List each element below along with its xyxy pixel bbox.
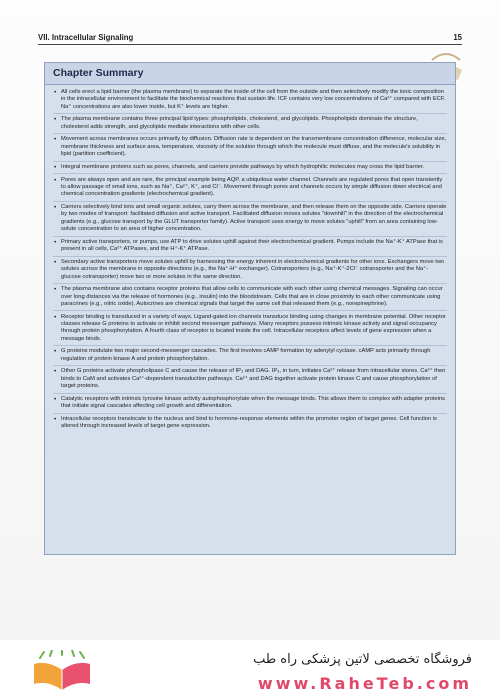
store-name: فروشگاه تخصصی لاتین پزشکی راه طب bbox=[253, 652, 472, 667]
summary-item: • The plasma membrane also contains receptor proteins that allow cells to communicate with each other using chemical messages. Signaling can occur over long distances via the release of hormones (e.g., insulin) into the bloodstream. Cells that are in close proximity to each other communicate using paracrines (e.g., nitric oxide). Autocrines are chemical signals that target the same cell that released them (e.g., norepinephrine). bbox=[53, 286, 447, 311]
open-book-logo-icon bbox=[30, 650, 94, 694]
chapter-summary-box bbox=[44, 62, 456, 555]
summary-title: Chapter Summary bbox=[45, 63, 455, 85]
summary-item: • All cells erect a lipid barrier (the plasma membrane) to separate the inside of the cell from the outside and then selectively modify the ionic composition in the intracellular environment to facilitate the biochemical reactions that sustain life. ICF contains very low concentrations of Ca²⁺ compared with ECF. Na⁺ concentrations are also lower inside, but K⁺ levels are higher. bbox=[53, 89, 447, 114]
summary-item: • Pores are always open and are rare, the principal example being AQP, a ubiquitous water channel. Channels are regulated pores that open transiently to allow passage of small ions, such as Na⁺, Ca²⁺, K⁺, and Cl⁻. Movement through pores and channels occurs by simple diffusion down electrical and chemical concentration gradients (electrochemical gradient). bbox=[53, 177, 447, 202]
summary-item: • The plasma membrane contains three principal lipid types: phospholipids, cholesterol, and glycolipids. Phospholipids dominate the structure, cholesterol adds strength, and glycolipids mediate interactions with other cells. bbox=[53, 116, 447, 134]
summary-item: • Primary active transporters, or pumps, use ATP to drive solutes uphill against their electrochemical gradient. Pumps include the Na⁺-K⁺ ATPase that is present in all cells, Ca²⁺ ATPases, and the H⁺-K⁺ ATPase. bbox=[53, 239, 447, 257]
footer-banner bbox=[0, 640, 500, 700]
summary-item: • Receptor binding is transduced in a variety of ways. Ligand-gated ion channels transduce binding using changes in membrane potential. Other receptor classes release G proteins to activate or inhibit second messenger pathways. Many receptors possess intrinsic kinase activity and signal occupancy through protein phosphorylation. A fourth class of receptor is located inside the cell. Intracellular receptors affect levels of gene expression when a message binds. bbox=[53, 314, 447, 347]
summary-list bbox=[45, 85, 455, 433]
summary-item: • Movement across membranes occurs primarily by diffusion. Diffusion rate is dependent on the transmembrane concentration difference, molecular size, membrane thickness and surface area, temperature, viscosity of the solution through which the molecule must diffuse, and the molecule's solubility in lipid (partition coefficient). bbox=[53, 136, 447, 161]
header-rule bbox=[38, 44, 462, 45]
summary-item: • Integral membrane proteins such as pores, channels, and carriers provide pathways by which hydrophilic molecules may cross the lipid barrier. bbox=[53, 164, 447, 175]
store-url-link[interactable]: www.RaheTeb.com bbox=[257, 674, 472, 693]
summary-item: • Secondary active transporters move solutes uphill by harnessing the energy inherent in electrochemical gradients for other ions. Exchangers move two solutes across the membrane in opposite directions (e.g., the Na⁺-H⁺ exchanger). Cotransporters (e.g., Na⁺-K⁺-2Cl⁻ cotransporter and the Na⁺-glucose cotransporter) move two or more solutes in the same direction. bbox=[53, 259, 447, 284]
running-head bbox=[38, 30, 462, 44]
summary-item: • Other G proteins activate phospholipase C and cause the release of IP₃ and DAG. IP₃, in turn, initiates Ca²⁺ release from intracellular stores. Ca²⁺ then binds to CaM and activates Ca²⁺-dependent transduction pathways. Ca²⁺ and DAG together activate protein kinase C and cause phosphorylation of target proteins. bbox=[53, 368, 447, 393]
summary-item: • Intracellular receptors translocate to the nucleus and bind to hormone-response elements within the promoter region of target genes. Cell function is altered through increased levels of target gene expression. bbox=[53, 416, 447, 433]
page-number: 15 bbox=[453, 32, 462, 42]
summary-item: • Carriers selectively bind ions and small organic solutes, carry them across the membrane, and then release them on the opposite side. Carriers operate by two modes of transport: facilitated diffusion and active transport. Facilitated diffusion moves solutes "downhill" in the direction of the electrochemical gradients (e.g., glucose transport by the GLUT transporter family). Active transport uses energy to move solutes "uphill" from an area containing low-solute concentration to an area of higher concentration. bbox=[53, 204, 447, 237]
summary-item: • G proteins modulate two major second-messenger cascades. The first involves cAMP formation by adenylyl cyclase. cAMP acts primarily through regulation of protein kinase A and protein phosphorylation. bbox=[53, 348, 447, 366]
chapter-heading: VII. Intracellular Signaling bbox=[38, 32, 134, 42]
summary-item: • Catalytic receptors with intrinsic tyrosine kinase activity autophosphorylate when the message binds. This allows them to complex with adapter proteins that initiate signal cascades affecting cell growth and differentiation. bbox=[53, 396, 447, 414]
